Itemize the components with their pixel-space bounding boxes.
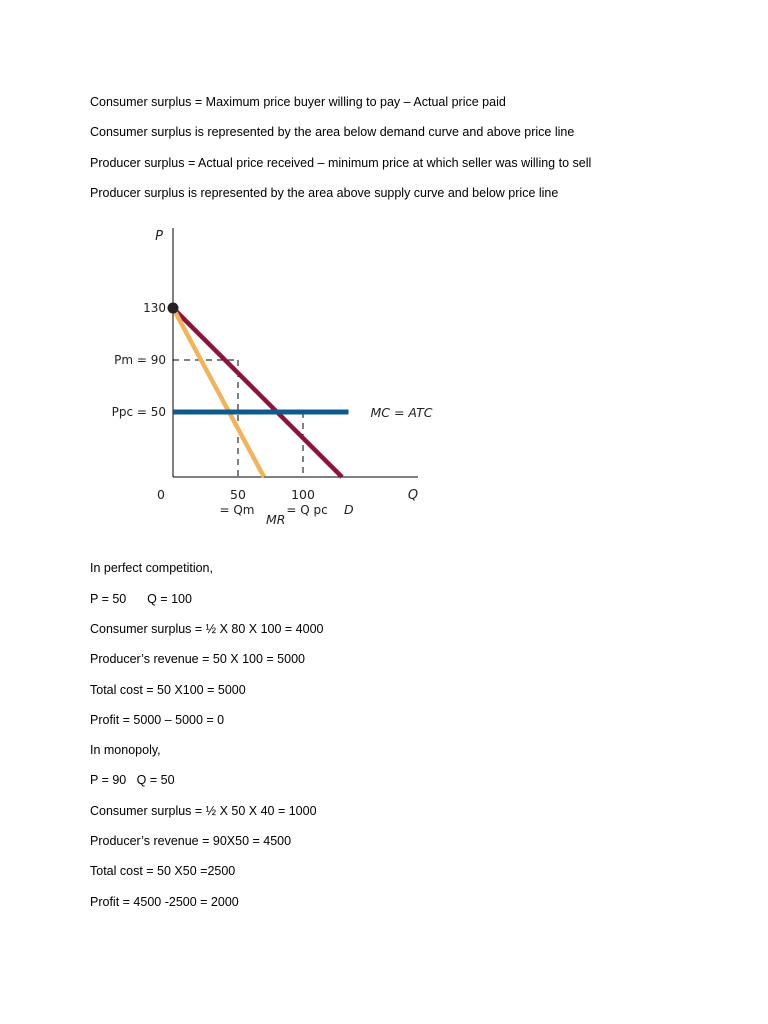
y-axis-label: P xyxy=(155,229,163,244)
quantity-tick-sublabel: = Q pc xyxy=(286,503,328,517)
quantity-tick-label: 100 xyxy=(291,487,315,502)
chart-labels xyxy=(112,229,433,527)
quantity-tick-sublabel: = Qm xyxy=(219,503,255,517)
calc-line: Consumer surplus = ½ X 50 X 40 = 1000 xyxy=(90,804,317,818)
section-heading: In perfect competition, xyxy=(90,561,213,575)
definition-line: Producer surplus is represented by the area above supply curve and below price line xyxy=(90,186,559,200)
series-line-mr xyxy=(173,308,264,477)
origin-label: 0 xyxy=(157,487,165,502)
definition-line: Consumer surplus is represented by the area below demand curve and above price line xyxy=(90,125,575,139)
series-line-d xyxy=(173,308,342,477)
intercept-point xyxy=(168,303,179,314)
calc-line: Profit = 5000 – 5000 = 0 xyxy=(90,713,225,727)
axes xyxy=(173,228,418,477)
price-tick-label: Ppc = 50 xyxy=(111,405,166,419)
calc-line: Producer’s revenue = 90X50 = 4500 xyxy=(90,834,292,848)
calc-line: P = 50 Q = 100 xyxy=(90,592,192,606)
curves xyxy=(168,303,349,478)
monopoly-vs-competition-chart xyxy=(100,218,440,528)
quantity-tick-label: 50 xyxy=(230,487,246,502)
calc-line: P = 90 Q = 50 xyxy=(90,773,175,787)
x-axis-label: Q xyxy=(407,488,419,503)
calc-line: Producer’s revenue = 50 X 100 = 5000 xyxy=(90,652,305,666)
price-tick-label: 130 xyxy=(143,301,166,315)
calc-line: Consumer surplus = ½ X 80 X 100 = 4000 xyxy=(90,622,324,636)
series-label: MR xyxy=(266,512,286,527)
price-tick-label: Pm = 90 xyxy=(114,353,166,367)
definition-line: Consumer surplus = Maximum price buyer willing to pay – Actual price paid xyxy=(90,95,506,109)
section-heading: In monopoly, xyxy=(90,743,161,757)
definition-line: Producer surplus = Actual price received – minimum price at which seller was willing to sell xyxy=(90,156,592,170)
calc-line: Total cost = 50 X50 =2500 xyxy=(90,864,236,878)
series-label: MC = ATC xyxy=(370,405,433,420)
series-label: D xyxy=(344,502,354,517)
calc-line: Profit = 4500 -2500 = 2000 xyxy=(90,895,239,909)
calc-line: Total cost = 50 X100 = 5000 xyxy=(90,683,246,697)
